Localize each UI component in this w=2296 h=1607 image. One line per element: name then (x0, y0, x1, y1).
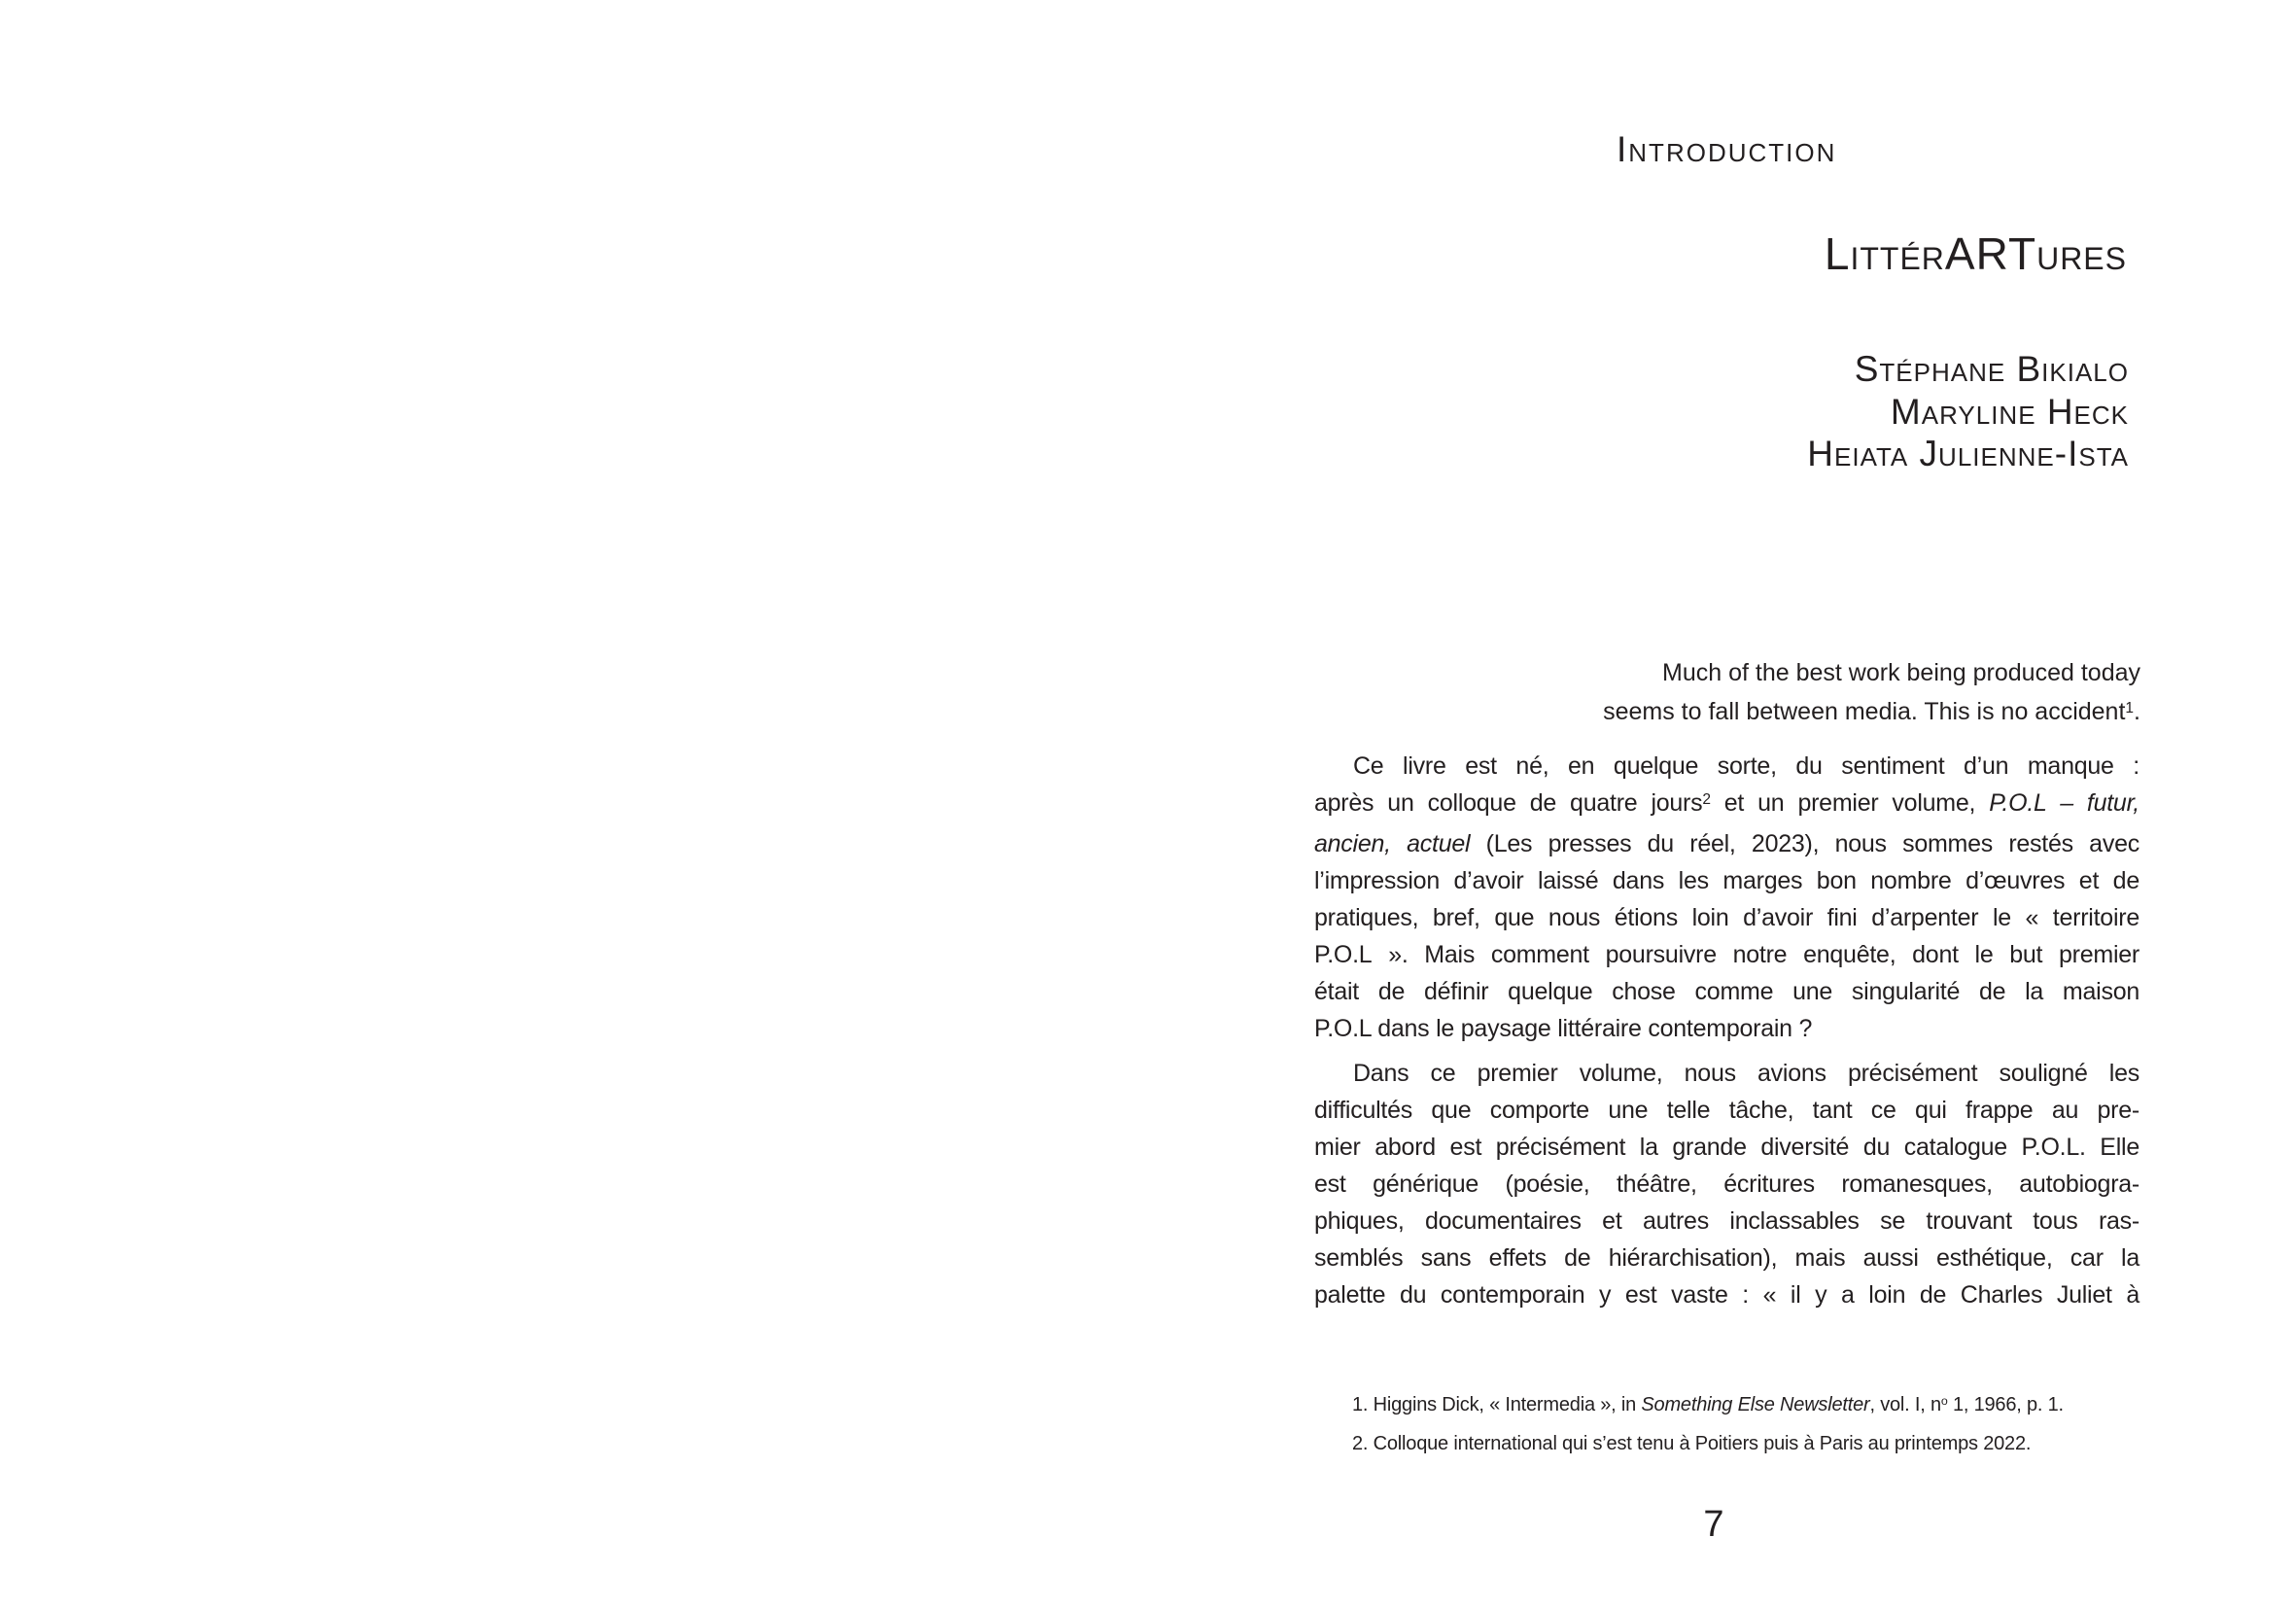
author-name: Heiata Julienne-Ista (1807, 434, 2129, 473)
paragraph: Ce livre est né, en quelque sorte, du sentiment d’un manque : après un colloque de quatre jours$^2$ et un premier volume, P.O.L – futur, ancien, actuel (Les presses du réel, 2023), nous sommes restés avec l’impression d’avoir laissé dans les marges bon nombre d’œuvres et de pratiques, bref, que nous étions loin d’avoir fini d’arpenter le « territoire P.O.L ». Mais comment poursuivre notre enquête, dont le but premier était de définir quelque chose comme une singularité de la maison P.O.L dans le paysage littéraire contemporain ? (1314, 752, 2139, 1042)
authors-block (1807, 348, 2129, 475)
page-title: Introduction (1617, 129, 1837, 169)
author-name: Stéphane Bikialo (1854, 349, 2129, 389)
book-title: LittérARTures (1824, 228, 2127, 279)
page-number: 7 (1703, 1504, 1724, 1545)
body-text (1314, 748, 2139, 1313)
footnotes: 1. Higgins Dick, « Intermedia », in Something Else Newsletter, vol. I, $n^o$ 1, 1966, p. 1. 2. Colloque international qui s’est tenu à Poitiers puis à Paris au printemps 2022. (1352, 1394, 2064, 1454)
paragraph: Dans ce premier volume, nous avions précisément souligné les difficultés que comporte une telle tâche, tant ce qui frappe au pre- mier abord est précisément la grande diversité du catalogue P.O.L. Elle est générique (poésie, théâtre, écritures romanesques, autobiogra- phiques, documentaires et autres inclassables se trouvant tous ras- semblés sans effets de hiérarchisation), mais aussi esthétique, car la palette du contemporain y est vaste : « il y a loin de Charles Juliet à (1314, 1060, 2139, 1309)
author-name: Maryline Heck (1890, 391, 2129, 432)
epigraph: Much of the best work being produced today seems to fall between media. This is no accident$^1$. (1603, 659, 2140, 725)
